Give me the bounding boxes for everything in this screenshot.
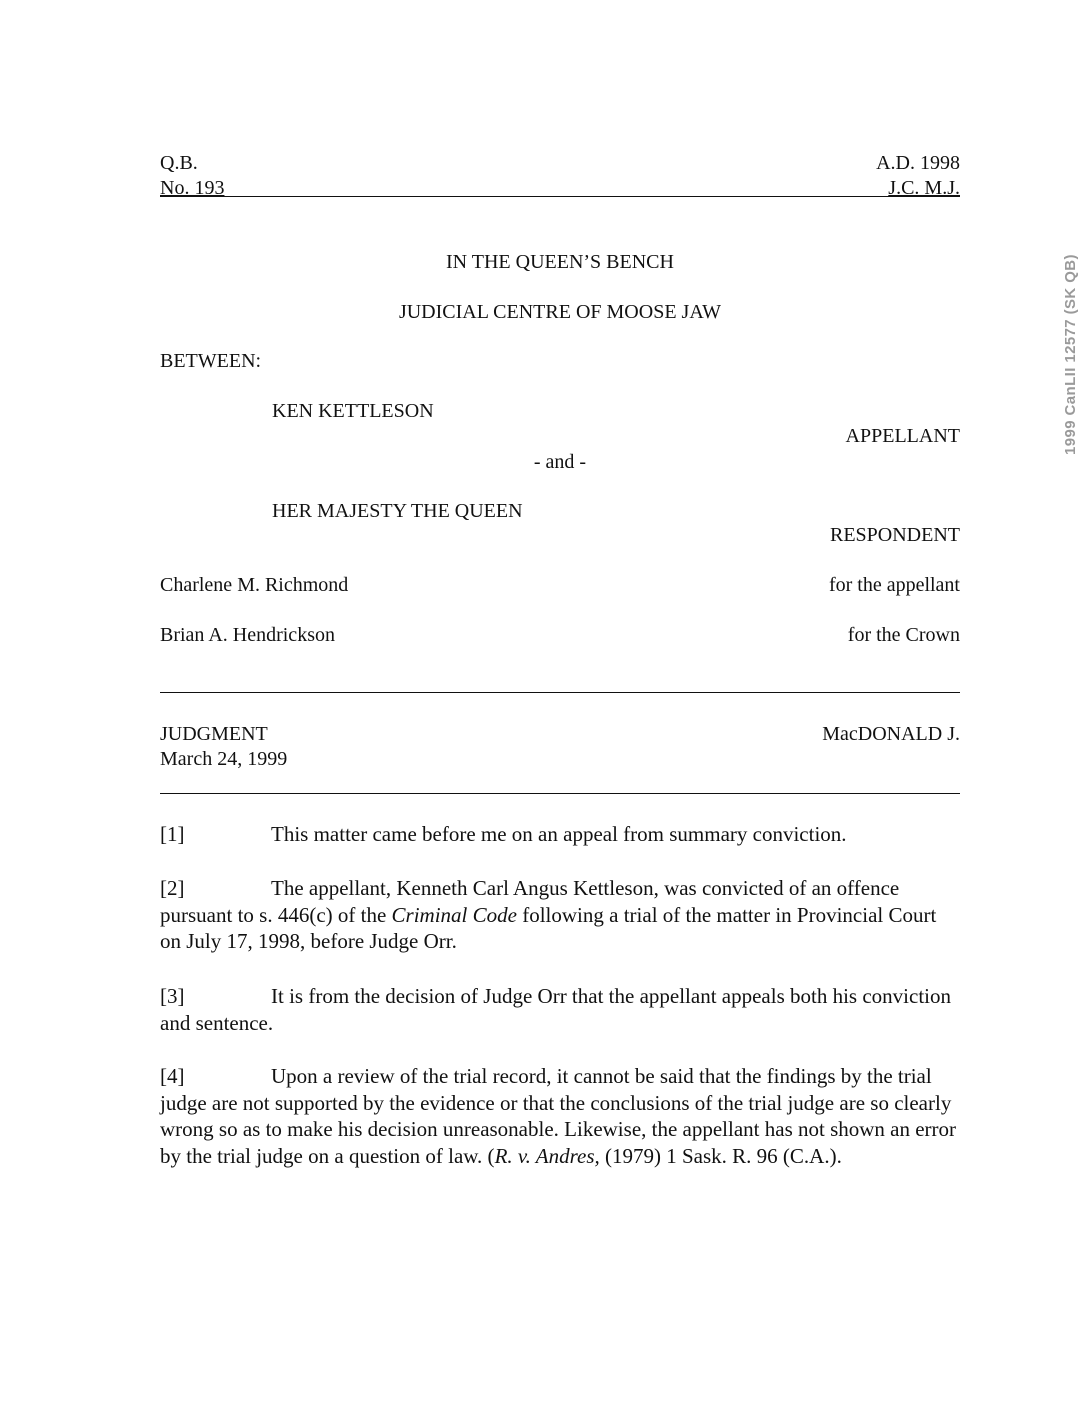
judgment-row (160, 721, 960, 747)
counsel-for: for the Crown (847, 624, 960, 646)
header-row-2 (160, 175, 960, 201)
paragraph-text: Upon a review of the trial record, it cannot be said that the findings by the trial judge are not supported by the evidence or that the conclusions of the trial judge are so clearly wrong so as to make his decision unreasonable. Likewise, the appellant has not shown an error by the trial judge on a question of law. ( (160, 1064, 957, 1168)
paragraph-text: The appellant, Kenneth Carl Angus Kettleson, was convicted of an offence pursuant to s. 446(c) of the (160, 876, 900, 927)
centre-abbrev: J.C. M.J. (888, 177, 960, 199)
paragraph (160, 983, 960, 1036)
paragraph-number: [2] (160, 876, 185, 900)
paragraph (160, 1063, 960, 1169)
counsel-rule (160, 692, 960, 693)
paragraph-text: following a trial of the matter in Provincial Court on July 17, 1998, before Judge Orr. (160, 902, 937, 953)
judgment-rule (160, 793, 960, 794)
appellant-name: KEN KETTLESON (272, 400, 434, 422)
judgment-date: March 24, 1999 (160, 748, 288, 770)
paragraph-text: (1979) 1 Sask. R. 96 (C.A.). (599, 1143, 842, 1168)
statute-name: Criminal Code (391, 902, 517, 927)
between-label: BETWEEN: (160, 350, 262, 372)
paragraph-number: [1] (160, 822, 185, 846)
paragraph-number: [3] (160, 984, 185, 1008)
court-abbrev: Q.B. (160, 152, 198, 174)
paragraph (160, 821, 960, 848)
file-number: No. 193 (160, 177, 225, 199)
and-separator: - and - (533, 451, 587, 473)
paragraph (160, 875, 960, 955)
paragraph-number: [4] (160, 1064, 185, 1088)
centre-title: JUDICIAL CENTRE OF MOOSE JAW (398, 301, 722, 323)
respondent-name: HER MAJESTY THE QUEEN (272, 500, 523, 522)
court-title: IN THE QUEEN’S BENCH (446, 251, 674, 273)
judge-name: MacDONALD J. (822, 723, 960, 745)
counsel-name: Brian A. Hendrickson (160, 624, 335, 646)
paragraph-text: This matter came before me on an appeal from summary conviction. (271, 822, 847, 846)
counsel-row (160, 572, 960, 598)
judgment-label: JUDGMENT (160, 723, 268, 745)
paragraph-text: It is from the decision of Judge Orr that the appellant appeals both his conviction and sentence. (160, 984, 951, 1035)
case-citation: R. v. Andres, (494, 1143, 600, 1168)
header-rule (160, 196, 960, 197)
respondent-role: RESPONDENT (829, 524, 960, 546)
side-citation: 1999 CanLII 12577 (SK QB) (1062, 254, 1079, 456)
counsel-for: for the appellant (828, 574, 960, 596)
year: A.D. 1998 (876, 152, 960, 174)
header-row-1 (160, 150, 960, 176)
appellant-role: APPELLANT (845, 425, 960, 447)
counsel-row (160, 622, 960, 648)
counsel-name: Charlene M. Richmond (160, 574, 349, 596)
